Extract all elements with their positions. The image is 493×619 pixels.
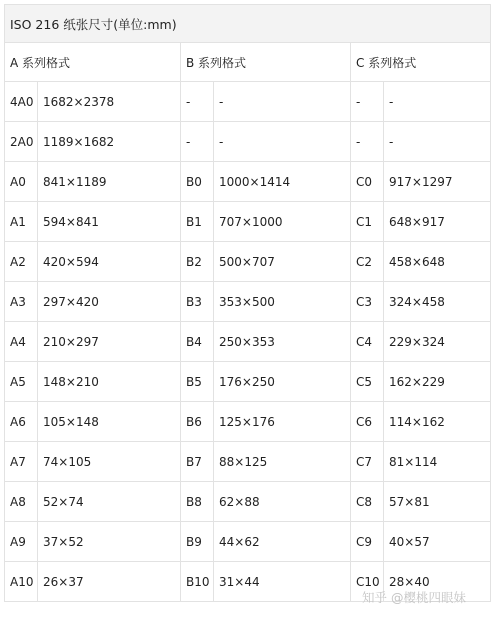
series-header-row: [5, 43, 491, 82]
c-series-size: 28×40: [384, 562, 491, 602]
a-series-size: 420×594: [38, 242, 181, 282]
c-series-size: 57×81: [384, 482, 491, 522]
b-series-size: 31×44: [214, 562, 351, 602]
b-series-size: -: [214, 122, 351, 162]
a-series-name: A1: [5, 202, 38, 242]
table-row: [5, 242, 491, 282]
b-series-name: B9: [181, 522, 214, 562]
table-row: [5, 442, 491, 482]
b-series-name: B5: [181, 362, 214, 402]
c-series-name: C8: [351, 482, 384, 522]
table-row: [5, 122, 491, 162]
b-series-name: B7: [181, 442, 214, 482]
b-series-size: 176×250: [214, 362, 351, 402]
table-row: [5, 282, 491, 322]
b-series-name: B1: [181, 202, 214, 242]
c-series-size: 81×114: [384, 442, 491, 482]
a-series-name: 4A0: [5, 82, 38, 122]
c-series-name: C10: [351, 562, 384, 602]
b-series-size: 353×500: [214, 282, 351, 322]
c-series-name: C9: [351, 522, 384, 562]
table-row: [5, 322, 491, 362]
b-series-name: B6: [181, 402, 214, 442]
b-series-size: 500×707: [214, 242, 351, 282]
b-series-header: B 系列格式: [181, 43, 351, 82]
a-series-size: 52×74: [38, 482, 181, 522]
b-series-size: 125×176: [214, 402, 351, 442]
c-series-name: C0: [351, 162, 384, 202]
b-series-name: B10: [181, 562, 214, 602]
c-series-size: -: [384, 82, 491, 122]
c-series-size: 229×324: [384, 322, 491, 362]
a-series-header: A 系列格式: [5, 43, 181, 82]
c-series-size: 324×458: [384, 282, 491, 322]
a-series-name: A10: [5, 562, 38, 602]
b-series-name: B8: [181, 482, 214, 522]
a-series-size: 297×420: [38, 282, 181, 322]
a-series-name: A3: [5, 282, 38, 322]
a-series-name: A5: [5, 362, 38, 402]
table-row: [5, 362, 491, 402]
a-series-size: 26×37: [38, 562, 181, 602]
table-row: [5, 522, 491, 562]
a-series-name: A0: [5, 162, 38, 202]
c-series-name: C5: [351, 362, 384, 402]
c-series-name: C2: [351, 242, 384, 282]
table-row: [5, 482, 491, 522]
table-row: [5, 162, 491, 202]
a-series-name: A8: [5, 482, 38, 522]
table-title-row: [5, 5, 491, 43]
b-series-size: 88×125: [214, 442, 351, 482]
a-series-size: 74×105: [38, 442, 181, 482]
table-row: [5, 202, 491, 242]
b-series-name: B4: [181, 322, 214, 362]
a-series-name: A7: [5, 442, 38, 482]
a-series-size: 1682×2378: [38, 82, 181, 122]
b-series-name: B2: [181, 242, 214, 282]
table-row: [5, 82, 491, 122]
a-series-name: A9: [5, 522, 38, 562]
a-series-size: 210×297: [38, 322, 181, 362]
c-series-size: 114×162: [384, 402, 491, 442]
c-series-size: 917×1297: [384, 162, 491, 202]
a-series-size: 105×148: [38, 402, 181, 442]
b-series-size: -: [214, 82, 351, 122]
a-series-size: 1189×1682: [38, 122, 181, 162]
c-series-name: C7: [351, 442, 384, 482]
b-series-name: B0: [181, 162, 214, 202]
c-series-size: 162×229: [384, 362, 491, 402]
b-series-size: 1000×1414: [214, 162, 351, 202]
b-series-size: 62×88: [214, 482, 351, 522]
b-series-size: 707×1000: [214, 202, 351, 242]
c-series-name: -: [351, 82, 384, 122]
b-series-name: -: [181, 82, 214, 122]
c-series-name: -: [351, 122, 384, 162]
b-series-name: -: [181, 122, 214, 162]
c-series-size: 648×917: [384, 202, 491, 242]
table-row: [5, 402, 491, 442]
a-series-size: 37×52: [38, 522, 181, 562]
a-series-size: 841×1189: [38, 162, 181, 202]
c-series-name: C1: [351, 202, 384, 242]
a-series-name: A4: [5, 322, 38, 362]
paper-size-table: [4, 4, 491, 602]
c-series-size: 458×648: [384, 242, 491, 282]
a-series-name: A2: [5, 242, 38, 282]
a-series-size: 148×210: [38, 362, 181, 402]
a-series-name: A6: [5, 402, 38, 442]
b-series-size: 44×62: [214, 522, 351, 562]
a-series-name: 2A0: [5, 122, 38, 162]
table-title: ISO 216 纸张尺寸(单位:mm): [5, 5, 491, 43]
c-series-name: C6: [351, 402, 384, 442]
c-series-header: C 系列格式: [351, 43, 491, 82]
c-series-name: C3: [351, 282, 384, 322]
c-series-size: -: [384, 122, 491, 162]
b-series-size: 250×353: [214, 322, 351, 362]
watermark: 知乎 @樱桃四眼妹: [362, 590, 466, 605]
c-series-name: C4: [351, 322, 384, 362]
b-series-name: B3: [181, 282, 214, 322]
a-series-size: 594×841: [38, 202, 181, 242]
c-series-size: 40×57: [384, 522, 491, 562]
